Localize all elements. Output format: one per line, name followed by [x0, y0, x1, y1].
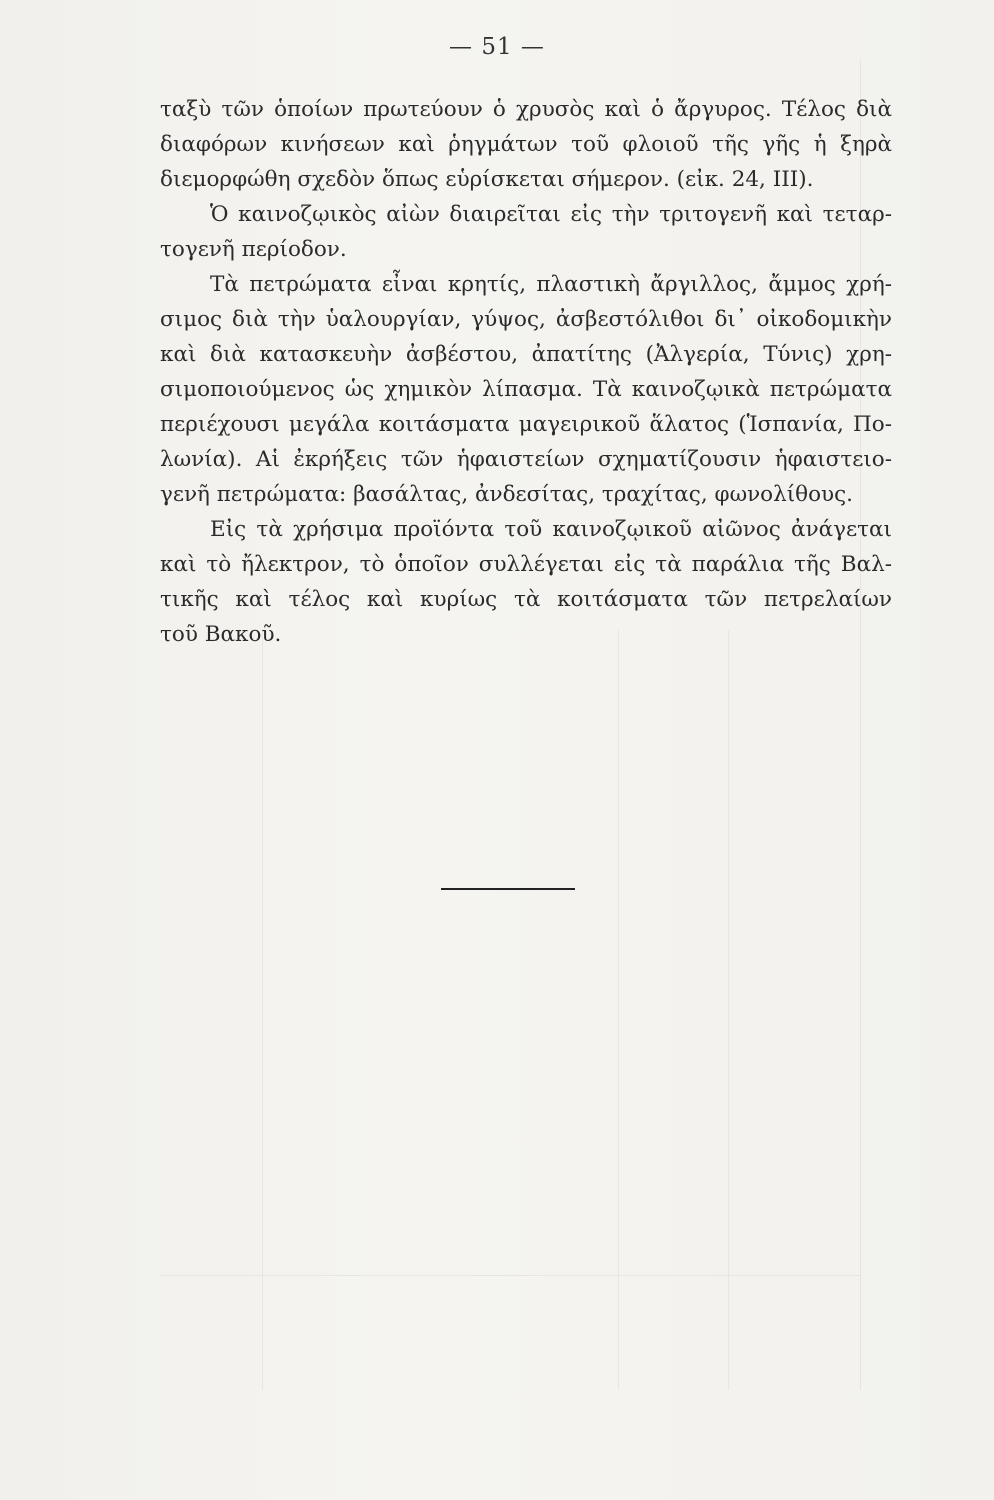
- text-line: περιέχουσι μεγάλα κοιτάσματα μαγειρικοῦ ἅλατος (Ἱσπανία, Πο-: [160, 412, 892, 437]
- text-line: τογενῆ περίοδον.: [160, 237, 347, 262]
- text-line: σιμος διὰ τὴν ὑαλουργίαν, γύψος, ἀσβεστόλιθοι δι᾿ οἰκοδομικὴν: [160, 307, 892, 332]
- page-number: — 51 —: [449, 34, 545, 60]
- text-line: διεμορφώθη σχεδὸν ὅπως εὑρίσκεται σήμερον. (εἰκ. 24, ΙΙΙ).: [160, 167, 814, 192]
- text-line: Τὰ πετρώματα εἶναι κρητίς, πλαστικὴ ἄργιλλος, ἄμμος χρή-: [210, 272, 892, 297]
- text-line: λωνία). Αἱ ἐκρήξεις τῶν ἡφαιστείων σχηματίζουσιν ἡφαιστειο-: [160, 447, 892, 472]
- bleed-through-line: [160, 1275, 860, 1276]
- text-line: Εἰς τὰ χρήσιμα προϊόντα τοῦ καινοζῳικοῦ αἰῶνος ἀνάγεται: [210, 517, 892, 542]
- section-end-rule: [441, 888, 575, 890]
- text-line: Ὁ καινοζῳικὸς αἰὼν διαιρεῖται εἰς τὴν τριτογενῆ καὶ τεταρ-: [210, 202, 892, 227]
- body-text: [160, 92, 892, 652]
- text-line: γενῆ πετρώματα: βασάλτας, ἀνδεσίτας, τραχίτας, φωνολίθους.: [160, 482, 854, 507]
- text-line: τικῆς καὶ τέλος καὶ κυρίως τὰ κοιτάσματα τῶν πετρελαίων: [160, 587, 892, 612]
- bleed-through-line: [618, 630, 619, 1390]
- text-line: σιμοποιούμενος ὡς χημικὸν λίπασμα. Τὰ καινοζῳικὰ πετρώματα: [160, 377, 892, 402]
- bleed-through-line: [728, 630, 729, 1390]
- text-line: καὶ τὸ ἤλεκτρον, τὸ ὁποῖον συλλέγεται εἰς τὰ παράλια τῆς Βαλ-: [160, 552, 892, 577]
- text-line: καὶ διὰ κατασκευὴν ἀσβέστου, ἀπατίτης (Ἀλγερία, Τύνις) χρη-: [160, 342, 892, 367]
- text-line: τοῦ Βακοῦ.: [160, 622, 282, 647]
- text-line: διαφόρων κινήσεων καὶ ῥηγμάτων τοῦ φλοιοῦ τῆς γῆς ἡ ξηρὰ: [160, 132, 892, 157]
- bleed-through-line: [262, 630, 263, 1390]
- text-line: ταξὺ τῶν ὁποίων πρωτεύουν ὁ χρυσὸς καὶ ὁ ἄργυρος. Τέλος διὰ: [160, 97, 892, 122]
